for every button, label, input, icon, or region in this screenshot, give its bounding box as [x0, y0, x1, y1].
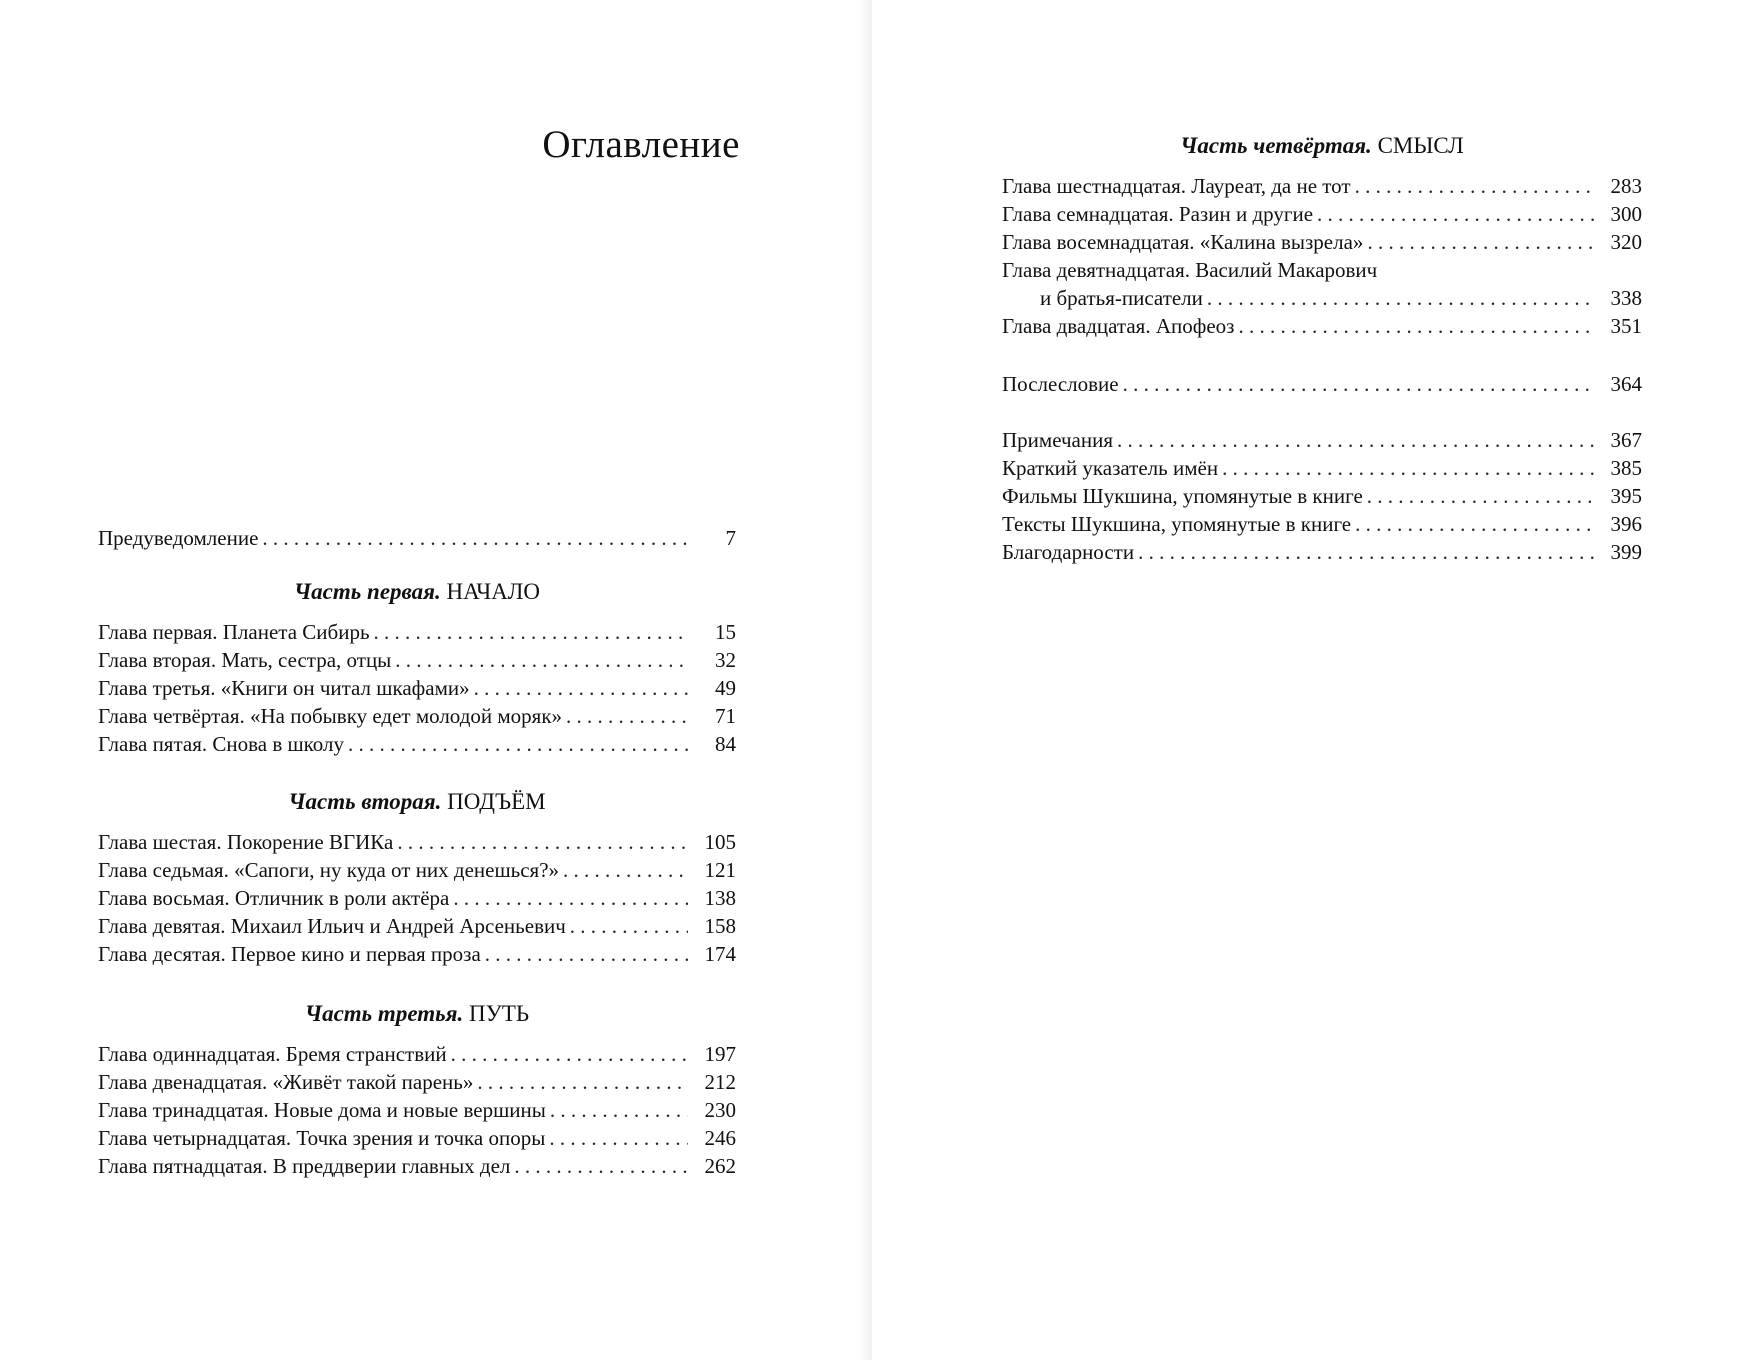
- part-heading: [98, 788, 736, 816]
- entry-label: Примечания: [1002, 428, 1114, 452]
- leader-dots: [1117, 426, 1594, 454]
- toc-entry[interactable]: [98, 674, 736, 702]
- leader-dots: [1222, 454, 1594, 482]
- leader-dots: [1207, 284, 1594, 312]
- part-lead: Часть четвёртая.: [1180, 133, 1372, 158]
- toc-entry-preface[interactable]: [98, 524, 736, 552]
- toc-entry[interactable]: [98, 730, 736, 758]
- toc-entry-afterword[interactable]: [1002, 370, 1642, 398]
- entry-label: Глава первая. Планета Сибирь: [98, 620, 370, 644]
- entry-page: 197: [704, 1042, 736, 1066]
- entry-label: Глава пятнадцатая. В преддверии главных дел: [98, 1154, 511, 1178]
- toc-entry[interactable]: [98, 884, 736, 912]
- leader-dots: [550, 1096, 688, 1124]
- leader-dots: [1367, 482, 1594, 510]
- part-heading: [98, 1000, 736, 1028]
- entry-label: Глава двадцатая. Апофеоз: [1002, 314, 1235, 338]
- entry-label: Глава шестнадцатая. Лауреат, да не тот: [1002, 174, 1351, 198]
- entry-label: Глава восемнадцатая. «Калина вызрела»: [1002, 230, 1364, 254]
- leader-dots: [1317, 200, 1594, 228]
- entry-label: Глава восьмая. Отличник в роли актёра: [98, 886, 450, 910]
- entry-page: 320: [1610, 230, 1642, 254]
- entry-label: Глава десятая. Первое кино и первая проза: [98, 942, 481, 966]
- entry-page: 49: [715, 676, 736, 700]
- part-4-block: [1002, 132, 1642, 340]
- entry-page: 367: [1610, 428, 1642, 452]
- leader-dots: [1367, 228, 1594, 256]
- part-name: НАЧАЛО: [446, 579, 541, 604]
- left-page: [0, 0, 872, 1360]
- entry-page: 174: [704, 942, 736, 966]
- entry-label: Глава двенадцатая. «Живёт такой парень»: [98, 1070, 474, 1094]
- part-1-block: [98, 578, 736, 758]
- leader-dots: [474, 674, 688, 702]
- entry-page: 121: [704, 858, 736, 882]
- entry-label: Предуведомление: [98, 526, 259, 550]
- toc-entry[interactable]: [1002, 200, 1642, 228]
- leader-dots: [1123, 370, 1594, 398]
- toc-entry[interactable]: [1002, 454, 1642, 482]
- toc-entry[interactable]: [98, 912, 736, 940]
- toc-entry[interactable]: [98, 702, 736, 730]
- right-page: [872, 0, 1750, 1360]
- entry-page: 262: [704, 1154, 736, 1178]
- leader-dots: [1138, 538, 1594, 566]
- entry-label: Глава пятая. Снова в школу: [98, 732, 345, 756]
- entry-page: 7: [725, 526, 736, 550]
- leader-dots: [570, 912, 688, 940]
- entry-label: Краткий указатель имён: [1002, 456, 1219, 480]
- part-lead: Часть третья.: [304, 1001, 464, 1026]
- entry-label: Глава четырнадцатая. Точка зрения и точка опоры: [98, 1126, 546, 1150]
- entry-label: Послесловие: [1002, 372, 1119, 396]
- toc-entry[interactable]: [98, 646, 736, 674]
- entry-page: 212: [704, 1070, 736, 1094]
- toc-entry[interactable]: [98, 1124, 736, 1152]
- entry-page: 84: [715, 732, 736, 756]
- part-3-block: [98, 1000, 736, 1180]
- toc-entry[interactable]: [98, 1096, 736, 1124]
- leader-dots: [485, 940, 688, 968]
- leader-dots: [262, 524, 688, 552]
- toc-entry[interactable]: [1002, 482, 1642, 510]
- entry-label: Глава девятая. Михаил Ильич и Андрей Арсеньевич: [98, 914, 566, 938]
- entry-label: Глава шестая. Покорение ВГИКа: [98, 830, 394, 854]
- leader-dots: [563, 856, 688, 884]
- toc-entry[interactable]: [98, 940, 736, 968]
- leader-dots: [348, 730, 688, 758]
- entry-page: 138: [704, 886, 736, 910]
- entry-page: 283: [1610, 174, 1642, 198]
- entry-page: 105: [704, 830, 736, 854]
- toc-title: Оглавление: [542, 123, 740, 166]
- entry-page: 71: [715, 704, 736, 728]
- entry-page: 364: [1610, 372, 1642, 396]
- entry-page: 351: [1610, 314, 1642, 338]
- toc-entry[interactable]: [1002, 228, 1642, 256]
- back-matter-block: [1002, 426, 1642, 566]
- part-2-block: [98, 788, 736, 968]
- toc-entry[interactable]: [98, 828, 736, 856]
- entry-label: Тексты Шукшина, упомянутые в книге: [1002, 512, 1352, 536]
- leader-dots: [566, 702, 688, 730]
- toc-entry[interactable]: [98, 1040, 736, 1068]
- leader-dots: [549, 1124, 688, 1152]
- entry-label: Глава вторая. Мать, сестра, отцы: [98, 648, 392, 672]
- entry-page: 300: [1610, 202, 1642, 226]
- entry-label: Фильмы Шукшина, упомянутые в книге: [1002, 484, 1363, 508]
- entry-page: 32: [715, 648, 736, 672]
- leader-dots: [395, 646, 688, 674]
- entry-page: 158: [704, 914, 736, 938]
- part-heading: [1002, 132, 1642, 160]
- entry-page: 15: [715, 620, 736, 644]
- toc-entry[interactable]: [98, 1152, 736, 1180]
- toc-entry[interactable]: [98, 856, 736, 884]
- entry-page: 385: [1610, 456, 1642, 480]
- entry-page: 338: [1610, 286, 1642, 310]
- entry-page: 246: [704, 1126, 736, 1150]
- toc-entry-line1[interactable]: Глава девятнадцатая. Василий Макарович: [1002, 258, 1378, 282]
- part-heading: [98, 578, 736, 606]
- part-name: ПУТЬ: [468, 1001, 530, 1026]
- leader-dots: [514, 1152, 688, 1180]
- leader-dots: [477, 1068, 688, 1096]
- entry-page: 230: [704, 1098, 736, 1122]
- entry-label: Глава седьмая. «Сапоги, ну куда от них денешься?»: [98, 858, 560, 882]
- entry-page: 399: [1610, 540, 1642, 564]
- entry-page: 395: [1610, 484, 1642, 508]
- afterword-block: [1002, 370, 1642, 398]
- toc-entry[interactable]: [1002, 426, 1642, 454]
- toc-entry[interactable]: [98, 1068, 736, 1096]
- toc-entry[interactable]: [1002, 510, 1642, 538]
- entry-label: Глава четвёртая. «На побывку едет молодой моряк»: [98, 704, 563, 728]
- leader-dots: [1355, 172, 1594, 200]
- part-name: ПОДЪЁМ: [447, 789, 546, 814]
- preface-block: [98, 524, 736, 552]
- entry-label: Глава тринадцатая. Новые дома и новые вершины: [98, 1098, 546, 1122]
- leader-dots: [1238, 312, 1594, 340]
- toc-entry[interactable]: [1002, 284, 1642, 312]
- toc-entry[interactable]: [98, 618, 736, 646]
- leader-dots: [453, 884, 688, 912]
- toc-entry[interactable]: [1002, 538, 1642, 566]
- toc-entry[interactable]: [1002, 172, 1642, 200]
- part-name: СМЫСЛ: [1377, 133, 1464, 158]
- entry-page: 396: [1610, 512, 1642, 536]
- entry-label: и братья-писатели: [1040, 286, 1203, 310]
- part-lead: Часть вторая.: [288, 789, 442, 814]
- leader-dots: [451, 1040, 688, 1068]
- leader-dots: [374, 618, 688, 646]
- entry-label: Глава одиннадцатая. Бремя странствий: [98, 1042, 447, 1066]
- leader-dots: [397, 828, 688, 856]
- entry-label: Глава семнадцатая. Разин и другие: [1002, 202, 1314, 226]
- entry-label: Глава третья. «Книги он читал шкафами»: [98, 676, 470, 700]
- leader-dots: [1355, 510, 1594, 538]
- entry-label: Благодарности: [1002, 540, 1135, 564]
- part-lead: Часть первая.: [293, 579, 441, 604]
- toc-entry[interactable]: [1002, 312, 1642, 340]
